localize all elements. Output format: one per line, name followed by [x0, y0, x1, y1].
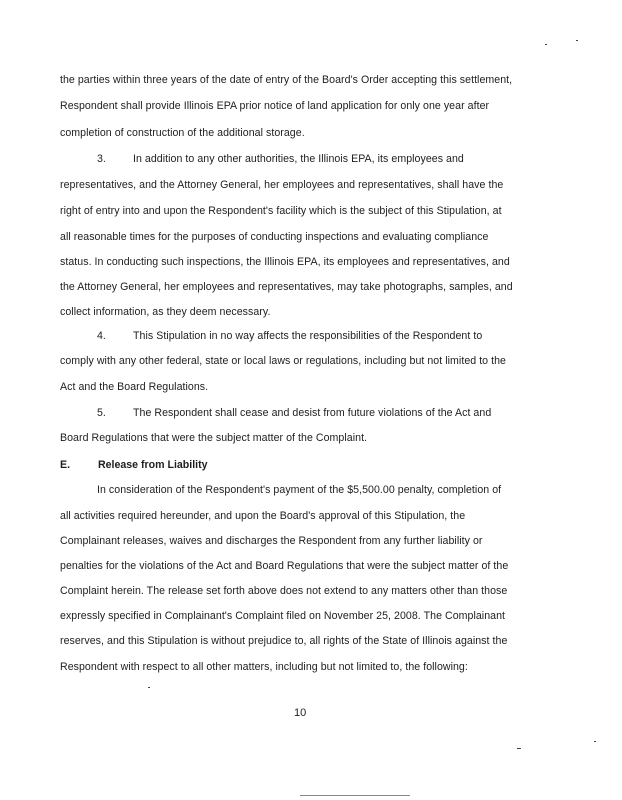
body-line: Complaint herein. The release set forth above does not extend to any matters other than those: [60, 585, 508, 597]
body-line: Respondent shall provide Illinois EPA prior notice of land application for only one year after: [60, 100, 490, 112]
section-heading: Release from Liability: [98, 459, 208, 471]
body-line: all activities required hereunder, and upon the Board's approval of this Stipulation, the: [60, 510, 466, 522]
body-line: Complainant releases, waives and discharges the Respondent from any further liability or: [60, 535, 483, 547]
body-line: reserves, and this Stipulation is without prejudice to, all rights of the State of Illinois against the: [60, 635, 508, 647]
page-number: 10: [294, 707, 307, 719]
section-letter: E.: [60, 459, 71, 471]
body-line: Act and the Board Regulations.: [60, 381, 209, 393]
paragraph-number: 4.: [97, 330, 106, 342]
body-line: the Attorney General, her employees and representatives, may take photographs, samples, and: [60, 281, 513, 293]
scan-speck: [148, 687, 150, 688]
body-line: comply with any other federal, state or local laws or regulations, including but not limited to the: [60, 355, 506, 367]
scan-speck: [576, 40, 578, 41]
body-line: The Respondent shall cease and desist from future violations of the Act and: [133, 407, 492, 419]
scan-speck: [594, 741, 596, 742]
body-line: penalties for the violations of the Act and Board Regulations that were the subject matter of the: [60, 560, 509, 572]
body-line: collect information, as they deem necessary.: [60, 306, 271, 318]
body-line: This Stipulation in no way affects the responsibilities of the Respondent to: [133, 330, 483, 342]
body-line: representatives, and the Attorney General, her employees and representatives, shall have the: [60, 179, 504, 191]
body-line: all reasonable times for the purposes of conducting inspections and evaluating compliance: [60, 231, 489, 243]
body-line: right of entry into and upon the Respondent's facility which is the subject of this Stipulation, at: [60, 205, 502, 217]
body-line: expressly specified in Complainant's Complaint filed on November 25, 2008. The Complainant: [60, 610, 506, 622]
scan-speck: [545, 44, 547, 45]
paragraph-number: 5.: [97, 407, 106, 419]
body-line: Respondent with respect to all other matters, including but not limited to, the following:: [60, 661, 468, 673]
body-line: Board Regulations that were the subject matter of the Complaint.: [60, 432, 368, 444]
body-line: In addition to any other authorities, the Illinois EPA, its employees and: [133, 153, 464, 165]
scan-speck: [517, 748, 521, 749]
body-line: In consideration of the Respondent's payment of the $5,500.00 penalty, completion of: [97, 484, 502, 496]
body-line: status. In conducting such inspections, the Illinois EPA, its employees and representatives, and: [60, 256, 510, 268]
scan-edge: [300, 795, 410, 796]
body-line: completion of construction of the additional storage.: [60, 127, 305, 139]
body-line: the parties within three years of the date of entry of the Board's Order accepting this settlement,: [60, 74, 513, 86]
paragraph-number: 3.: [97, 153, 106, 165]
